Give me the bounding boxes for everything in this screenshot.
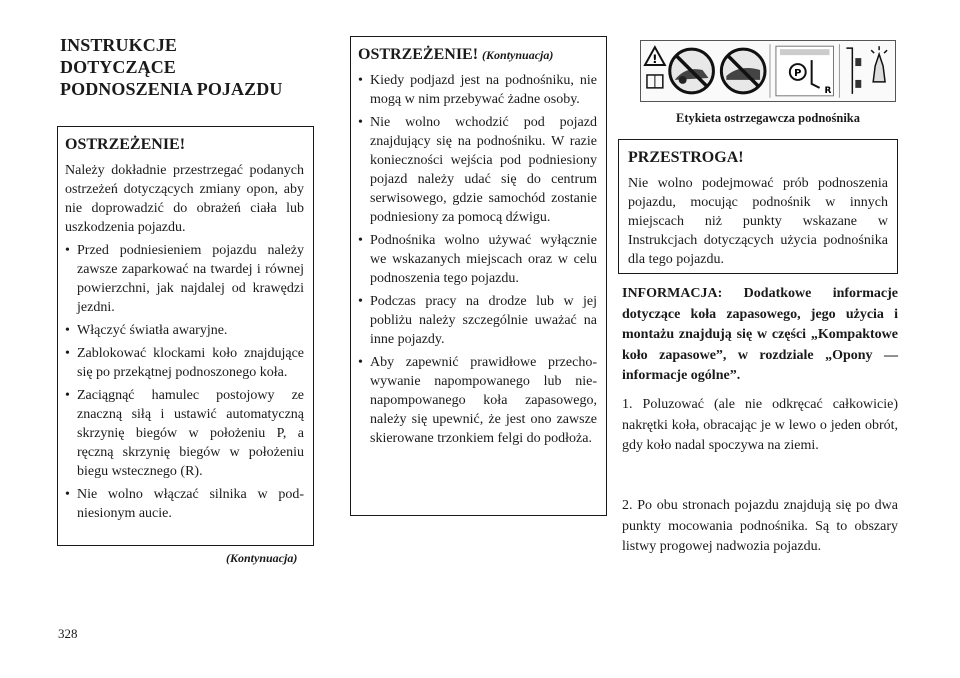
step-1: 1. Poluzować (ale nie odkręcać całkowicie) nakrętki koła, obracając je w lewo o jeden obrót, gdy koło nadal spoczywa na ziemi.	[622, 397, 898, 453]
step-2: 2. Po obu stronach pojazdu znajdują się po dwa punkty mocowania podnośnika. Są to obszary listwy progowej nadwozia pojazdu.	[622, 498, 898, 554]
list-item: • Zablokować klockami koło znajdujące się po przekątnej podnoszonego koła.	[65, 344, 304, 382]
figure-caption: Etykieta ostrzegawcza podnośnika	[675, 111, 861, 125]
list-item: • Podczas pracy na drodze lub w jej pobliżu należy szczególnie uważać na inne pojazdy.	[358, 292, 597, 349]
warning-triangle-icon	[645, 47, 665, 66]
caution-text: Nie wolno podejmować prób podnoszenia pojazdu, mocując podnośnik w innych miejscach niż punkty wskazane w Instrukcjach dotyczących użycia podnośnika dla tego pojazdu.	[628, 176, 888, 267]
section-title-line-3: PODNOSZENIA POJAZDU	[60, 79, 283, 99]
caution-heading: PRZESTROGA!	[628, 149, 744, 166]
gear-letter-p: P	[794, 67, 802, 79]
warning-heading: OSTRZEŻENIE!	[65, 136, 186, 153]
manual-book-icon	[647, 75, 663, 88]
list-item: • Aby zapewnić prawidłowe przechowywanie napompowanego lub nienapompowanego koła zapasowego, należy się upewnić, że jest ono zawsze skierowane trzonkiem felgi do podłoża.	[358, 353, 597, 448]
section-title-line-1: INSTRUKCJE	[60, 35, 178, 55]
warning-heading-suffix: (Kontynuacja)	[482, 48, 554, 62]
warning-intro: Należy dokładnie przestrzegać podanych ostrzeżeń dotyczących zmiany opon, aby nie doprowadzić do obrażeń ciała lub uszkodzenia pojazdu.	[65, 163, 304, 235]
hand-tap-icon	[871, 46, 887, 82]
list-item: • Kiedy podjazd jest na podnośniku, nie mogą w nim przebywać żadne osoby.	[358, 71, 597, 109]
jack-warning-label-graphic	[641, 40, 895, 102]
info-note: INFORMACJA: Dodatkowe informacje dotyczące koła zapasowego, jego użycia i montażu znajdują się w części „Kompaktowe koło zapasowe”, w rozdziale „Opony — informacje ogólne”.	[622, 286, 898, 383]
list-item: • Nie wolno wchodzić pod pojazd znajdujący się na podnośniku. W razie konieczności wejścia pod podniesiony pojazd należy udać się do centrum serwisowego, gdzie samochód zostanie podniesiony za pomocą dźwigu.	[358, 113, 597, 227]
gear-letter-r: R	[824, 85, 832, 96]
list-item: • Włączyć światła awaryjne.	[65, 321, 304, 340]
warning-heading-continued	[358, 45, 597, 65]
warning-bullet-list	[65, 241, 304, 523]
list-item: • Podnośnika wolno używać wyłącznie we wskazanych miejscach oraz w celu podnoszenia tego pojazdu.	[358, 231, 597, 288]
warning-bullet-list	[358, 71, 597, 448]
list-item: • Zaciągnąć hamulec postojowy ze znaczną siłą i ustawić automatyczną skrzynię biegów w położeniu P, a ręczną skrzynię biegów w położeniu biegu wstecznego (R).	[65, 386, 304, 481]
caution-box	[618, 139, 898, 274]
section-title-line-2: DOTYCZĄCE	[60, 57, 176, 77]
svg-text:!: !	[652, 52, 658, 67]
continued-note: (Kontynuacja)	[226, 551, 298, 565]
warning-box-1	[57, 126, 314, 546]
warning-box-2	[350, 36, 607, 516]
no-crawling-under-car-icon	[721, 49, 765, 93]
no-person-under-car-icon	[670, 49, 714, 93]
parking-gear-icon	[776, 46, 834, 96]
list-item: • Przed podniesieniem pojazdu należy zawsze zaparkować na twardej i równej powierzchni, jak najdalej od krawędzi jezdni.	[65, 241, 304, 317]
section-title	[60, 34, 320, 100]
warning-heading-text: OSTRZEŻENIE!	[358, 46, 479, 63]
list-item: • Nie wolno włączać silnika w podniesionym aucie.	[65, 485, 304, 523]
jack-point-diagram-icon	[846, 48, 861, 94]
jack-warning-label-image	[640, 40, 896, 102]
page-number: 328	[58, 626, 78, 641]
